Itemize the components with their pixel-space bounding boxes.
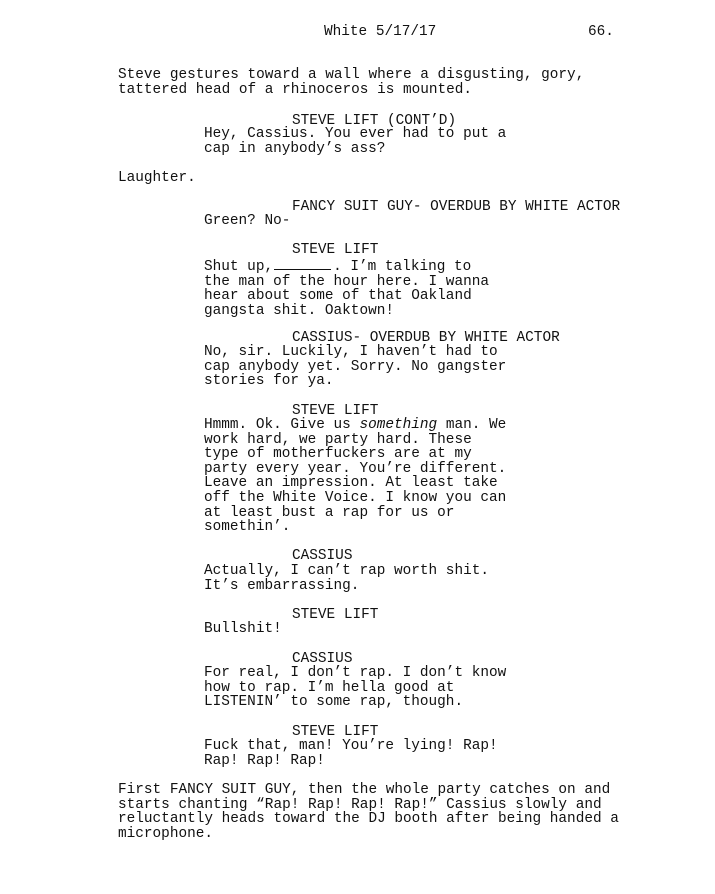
action-line: Steve gestures toward a wall where a disgusting, gory, tattered head of a rhinoceros is mounted.: [118, 67, 585, 98]
draft-revision-header: White 5/17/17: [324, 24, 437, 40]
action-line: Laughter.: [118, 170, 196, 186]
character-cue: STEVE LIFT (CONT’D): [292, 113, 457, 129]
action-line: First FANCY SUIT GUY, then the whole party catches on and starts chanting “Rap! Rap! Rap! Rap!” Cassius slowly and reluctantly heads toward the DJ booth after being handed a microphone.: [118, 782, 619, 842]
dialogue-line: Fuck that, man! You’re lying! Rap! Rap! Rap! Rap!: [204, 738, 498, 769]
character-cue: FANCY SUIT GUY- OVERDUB BY WHITE ACTOR: [292, 199, 621, 215]
character-cue: STEVE LIFT: [292, 403, 379, 419]
dialogue-text: Shut up,: [204, 259, 274, 275]
character-cue: STEVE LIFT: [292, 607, 379, 623]
dialogue-line: [204, 418, 506, 535]
dialogue-text: . I’m talking to the man of the hour here. I wanna hear about some of that Oakland gangsta shit. Oaktown!: [204, 259, 489, 319]
character-cue: STEVE LIFT: [292, 724, 379, 740]
character-cue: STEVE LIFT: [292, 242, 379, 258]
dialogue-line: Actually, I can’t rap worth shit. It’s embarrassing.: [204, 563, 489, 594]
character-cue: CASSIUS: [292, 548, 353, 564]
dialogue-line: Hey, Cassius. You ever had to put a cap in anybody’s ass?: [204, 126, 507, 157]
dialogue-text: man. We work hard, we party hard. These type of motherfuckers are at my party every year. You’re different. Leave an impression. At least take off the White Voice. I know you can at least bust a rap for us or somethin’.: [204, 417, 507, 536]
redacted-name-blank: [274, 257, 331, 270]
character-cue: CASSIUS- OVERDUB BY WHITE ACTOR: [292, 330, 560, 346]
character-cue: CASSIUS: [292, 651, 353, 667]
dialogue-line: Green? No-: [204, 213, 291, 229]
page-number: 66.: [588, 24, 614, 40]
emphasis-text: something: [359, 417, 438, 433]
dialogue-line: Bullshit!: [204, 621, 282, 637]
dialogue-line: [204, 257, 489, 318]
dialogue-text: Hmmm. Ok. Give us: [204, 417, 360, 433]
dialogue-line: For real, I don’t rap. I don’t know how to rap. I’m hella good at LISTENIN’ to some rap, though.: [204, 665, 507, 711]
dialogue-line: No, sir. Luckily, I haven’t had to cap anybody yet. Sorry. No gangster stories for ya.: [204, 344, 507, 390]
